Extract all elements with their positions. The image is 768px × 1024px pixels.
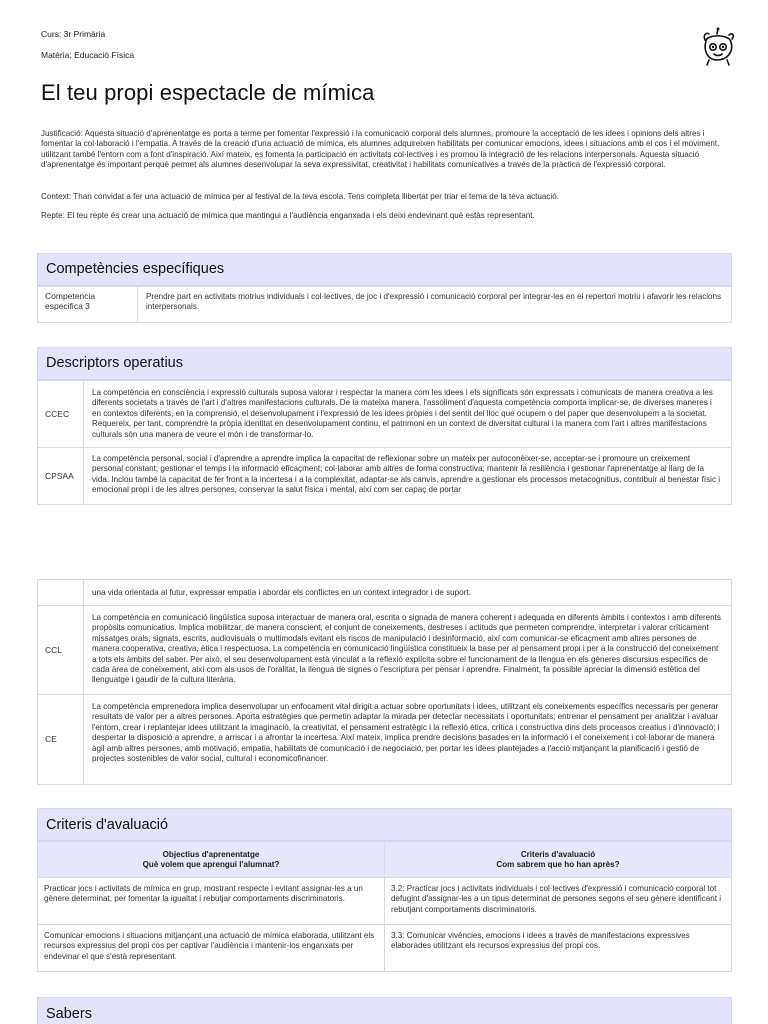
descriptor-key: CCEC [38,381,84,448]
table-row [38,287,732,323]
descriptor-text: La competència emprenedora implica desenvolupar un enfocament vital dirigit a actuar sobre oportunitats i idees, utilitzant els coneixements específics necessaris per generar resultats de valor per a altres persones. Aporta estratègies que permetin adaptar la mirada per detectar necessitats i oportunitats; entrenar el pensament per analitzar i avaluar l'entorn, crear i replantejar idees utilitzant la imaginació, la creativitat, el pensament estratègic i la reflexió ètica, crítica i constructiva dins dels processos creatius i d'innovació; i despertar la disposició a aprendre, a arriscar i a afrontar la incertesa. Així mateix, implica prendre decisions basades en la informació i el coneixement i col·laborar de manera àgil amb altres persones, amb motivació, empatia, habilitats de comunicació i de negociació, per portar les idees plantejades a l'acció mitjançant la planificació i gestió de projectes sostenibles de valor social, cultural i economicofinancer. [84,695,732,785]
robot-mascot-icon [697,26,739,68]
descriptor-key [38,580,84,606]
table-row [38,878,732,925]
table-row [38,606,732,695]
criteria-header [37,808,732,841]
competencies-table [37,286,732,323]
descriptors-table-continued [37,579,732,785]
competencies-heading: Competències específiques [46,261,225,277]
justification-text: Justificació: Aquesta situació d'aprenentatge es porta a terme per fomentar l'expressió i la comunicació corporal dels alumnes, promoure la acceptació de les idees i opinions dels altres i fomentar la col·laboració i l'empatia. A través de la creació d'una actuació de mímica, els alumnes adquireixen habilitats per comunicar emocions, idees i situacions amb el cos i el moviment, utilitzant també l'entorn com a font d'inspiració. Així mateix, es fomenta la participació en activitats col·lectives i es promou la integració de les relacions interpersonals. Aquesta situació d'aprenentatge és important perquè permet als alumnes desenvolupar la seva expressivitat, creativitat i habilitats comunicatives a través de la pràctica de l'expressió corporal. [41,129,720,169]
criteria-column-header [385,842,732,878]
page-title: El teu propi espectacle de mímica [41,80,375,105]
knowledge-heading: Sabers [46,1006,92,1022]
descriptor-key: CPSAA [38,448,84,505]
objectives-column-title: Objectius d'aprenentatge [162,849,260,859]
course-label: Curs: 3r Primària [41,29,106,39]
table-row [38,925,732,972]
objectives-column-subtitle: Què volem que aprengui l'alumnat? [142,859,280,869]
criteria-header-row [38,842,732,878]
competency-text: Prendre part en activitats motrius individuals i col·lectives, de joc i d'expressió i comunicació corporal per integrar-les en el repertori motriu i afavorir les relacions interpersonals. [138,287,732,323]
criteria-heading: Criteris d'avaluació [46,817,169,833]
competency-key: Competencia especifica 3 [38,287,138,323]
descriptor-text: una vida orientada al futur, expressar empatia i abordar els conflictes en un context integrador i de suport. [84,580,732,606]
criteria-table [37,841,732,972]
competencies-header [37,253,732,286]
descriptor-text: La competència en consciència i expressió culturals suposa valorar i respectar la manera com les idees i els significats són expressats i comunicats de manera creativa a les diferents societats a través de l'art i d'altres manifestacions culturals. De la mateixa manera, l'assoliment d'aquesta competència comporta implicar-se, de diverses maneres i en contextos diferents, en la comprensió, el desenvolupament i l'expressió de les idees pròpies i del sentit del lloc que ocupem o del paper que desenvolupem a la societat. Requereix, per tant, comprendre la pròpia identitat en desenvolupament continu, el patrimoni en un context de diversitat cultural i la manera com l'art i altres manifestacions culturals són una manera de veure el món i de transformar-lo. [84,381,732,448]
descriptor-text: La competència en comunicació lingüística suposa interactuar de manera oral, escrita o signada de manera coherent i adequada en diferents àmbits i contextos i amb diferents propòsits comunicatius. Implica mobilitzar, de manera conscient, el conjunt de coneixements, destreses i actituds que permeten comprendre, interpretar i valorar críticament missatges orals, signats, escrits, audiovisuals o multimodals evitant els riscos de manipulació i desinformació, així com comunicar-se eficaçment amb altres persones de manera cooperativa, creativa, ètica i respectuosa. La competència en comunicació lingüística constitueix la base per al pensament propi i per a la construcció del coneixement a tots els àmbits del saber. Per això, el seu desenvolupament està vinculat a la reflexió explícita sobre el funcionament de la llengua en els gèneres discursius específics de cada àrea de coneixement, així com als usos de l'oralitat, la llengua de signes o l'escriptura per pensar i aprendre. Finalment, fa possible apreciar la dimensió estètica del llenguatge i gaudir de la cultura literària. [84,606,732,695]
objective-cell: Comunicar emocions i situacions mitjançant una actuació de mímica elaborada, utilitzant els recursos expressius del propi cos per captivar l'audiència i mantenir-los enganxats per endevinar el que s'està representant. [38,925,385,972]
criterion-cell: 3.2: Practicar jocs i activitats individuals i col·lectives d'expressió i comunicació corporal tot defugint d'assignar-les a un tipus determinat de persones segons el seu gènere identificant i rebutjant comportaments discriminatoris. [385,878,732,925]
objective-cell: Practicar jocs i activitats de mímica en grup, mostrant respecte i evitant assignar-les a un gènere determinat, per fomentar la igualtat i rebutjar comportaments discriminatoris. [38,878,385,925]
context-text: Context: Than convidat a fer una actuació de mímica per al festival de la teva escola. Tens completa llibertat per triar el tema de la teva actuació. [41,192,559,201]
challenge-text: Repte: El teu repte és crear una actuació de mímica que mantingui a l'audiència enganxada i els deixi endevinant què estàs representant. [41,211,535,220]
descriptors-header [37,347,732,380]
criteria-column-subtitle: Com sabrem que ho han après? [496,859,620,869]
objectives-column-header [38,842,385,878]
subject-label: Matèria: Educació Física [41,50,135,60]
table-row [38,695,732,785]
criteria-column-title: Criteris d'avaluació [520,849,596,859]
descriptor-key: CE [38,695,84,785]
table-row [38,448,732,505]
table-row [38,381,732,448]
descriptors-table [37,380,732,505]
criterion-cell: 3.3: Comunicar vivències, emocions i idees a través de manifestacions expressives elaborades utilitzant els recursos expressius del propi cos. [385,925,732,972]
descriptors-heading: Descriptors operatius [46,355,183,371]
knowledge-header [37,997,732,1024]
descriptor-text: La competència personal, social i d'aprendre a aprendre implica la capacitat de reflexionar sobre un mateix per autoconèixer-se, acceptar-se i promoure un creixement personal constant; gestionar el temps i la informació eficaçment; col·laborar amb altres de forma constructiva; mantenir la resiliència i gestionar l'aprenentatge al llarg de la vida. Inclou també la capacitat de fer front a la incertesa i a la complexitat, adaptar-se als canvis, aprendre a gestionar els processos metacognitius, contribuir al benestar físic i emocional propi i de les altres persones, conservar la salut física i mental, així com ser capaç de portar [84,448,732,505]
descriptor-key: CCL [38,606,84,695]
table-row [38,580,732,606]
